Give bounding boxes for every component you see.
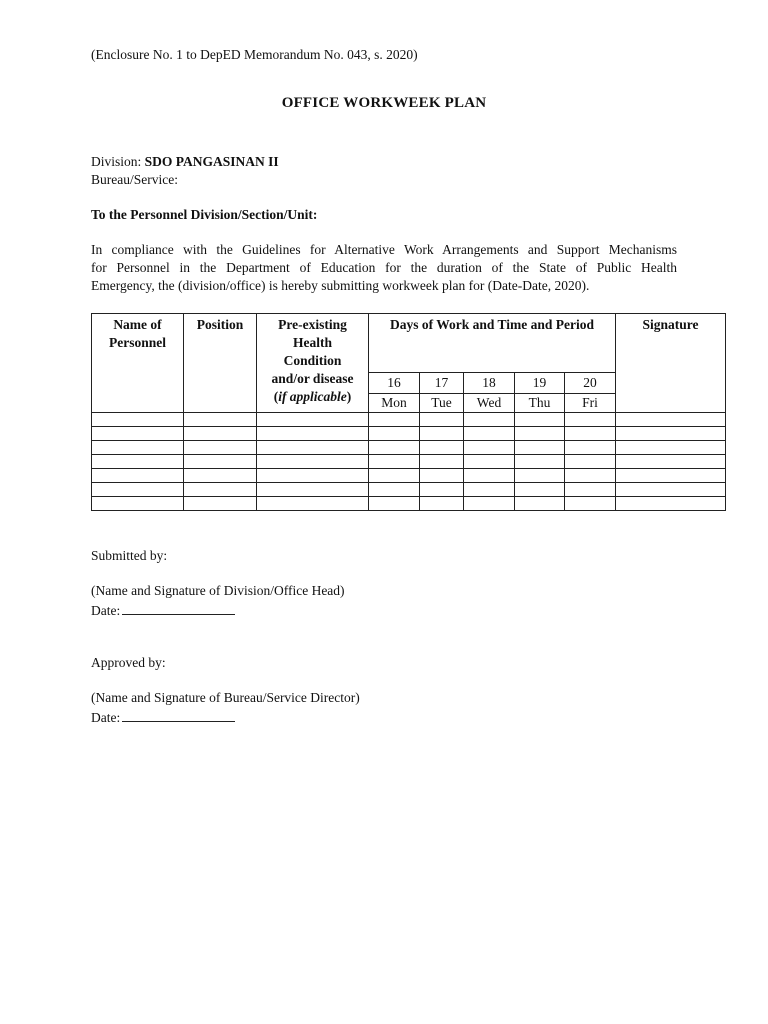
table-cell[interactable] — [565, 441, 616, 455]
table-cell[interactable] — [616, 469, 726, 483]
table-cell[interactable] — [369, 497, 420, 511]
submitted-date-blank[interactable] — [122, 601, 235, 615]
approved-date-label: Date: — [91, 710, 121, 725]
day-name-cell: Fri — [565, 394, 616, 413]
table-cell[interactable] — [257, 483, 369, 497]
table-row — [92, 441, 726, 455]
bureau-label: Bureau/Service: — [91, 172, 178, 187]
table-cell[interactable] — [420, 497, 464, 511]
header-health-note — [257, 388, 368, 406]
paragraph-line: for Personnel in the Department of Education for the duration of the State of Public Health — [91, 260, 677, 275]
table-cell[interactable] — [616, 497, 726, 511]
division-line — [91, 153, 279, 171]
paragraph-line: In compliance with the Guidelines for Alternative Work Arrangements and Support Mechanisms — [91, 242, 677, 257]
header-health-line: Pre-existing — [278, 317, 347, 332]
day-name-cell: Tue — [420, 394, 464, 413]
table-cell[interactable] — [464, 427, 515, 441]
table-cell[interactable] — [92, 497, 184, 511]
table-cell[interactable] — [616, 441, 726, 455]
table-cell[interactable] — [616, 455, 726, 469]
table-cell[interactable] — [92, 469, 184, 483]
approved-by-label: Approved by: — [91, 655, 166, 670]
header-signature: Signature — [616, 314, 726, 413]
table-cell[interactable] — [464, 441, 515, 455]
table-cell[interactable] — [257, 413, 369, 427]
day-name-cell: Wed — [464, 394, 515, 413]
table-cell[interactable] — [616, 413, 726, 427]
day-number-cell: 18 — [464, 373, 515, 394]
table-cell[interactable] — [420, 469, 464, 483]
approved-by-name: (Name and Signature of Bureau/Service Director) — [91, 690, 360, 705]
page-title: OFFICE WORKWEEK PLAN — [281, 95, 487, 111]
table-cell[interactable] — [420, 455, 464, 469]
table-cell[interactable] — [515, 483, 565, 497]
table-cell[interactable] — [257, 441, 369, 455]
header-health-line: Condition — [283, 353, 342, 368]
approved-date-line — [91, 708, 235, 727]
recipient-line: To the Personnel Division/Section/Unit: — [91, 207, 318, 222]
day-name-cell: Thu — [515, 394, 565, 413]
day-number-cell: 19 — [515, 373, 565, 394]
table-cell[interactable] — [515, 427, 565, 441]
header-name-line: Personnel — [109, 335, 166, 350]
table-cell[interactable] — [565, 427, 616, 441]
table-row — [92, 427, 726, 441]
day-number-cell: 16 — [369, 373, 420, 394]
header-days-of-work: Days of Work and Time and Period — [369, 314, 616, 373]
table-cell[interactable] — [515, 497, 565, 511]
table-cell[interactable] — [464, 497, 515, 511]
table-cell[interactable] — [515, 441, 565, 455]
table-cell[interactable] — [420, 427, 464, 441]
header-name-of-personnel — [92, 314, 184, 413]
table-cell[interactable] — [184, 455, 257, 469]
header-name-line: Name of — [113, 317, 162, 332]
table-cell[interactable] — [369, 441, 420, 455]
header-position: Position — [184, 314, 257, 413]
header-health-line: and/or disease — [271, 371, 354, 386]
table-cell[interactable] — [565, 483, 616, 497]
day-name-cell: Mon — [369, 394, 420, 413]
header-health-condition — [257, 314, 369, 413]
table-cell[interactable] — [184, 483, 257, 497]
table-cell[interactable] — [464, 455, 515, 469]
submitted-by-name: (Name and Signature of Division/Office Head) — [91, 583, 345, 598]
table-cell[interactable] — [369, 455, 420, 469]
table-cell[interactable] — [420, 441, 464, 455]
paren-close: ) — [346, 389, 352, 404]
table-cell[interactable] — [92, 455, 184, 469]
table-cell[interactable] — [257, 455, 369, 469]
table-cell[interactable] — [565, 469, 616, 483]
table-cell[interactable] — [464, 413, 515, 427]
submitted-by-label: Submitted by: — [91, 548, 168, 563]
table-cell[interactable] — [184, 441, 257, 455]
table-cell[interactable] — [616, 483, 726, 497]
table-cell[interactable] — [92, 413, 184, 427]
table-cell[interactable] — [616, 427, 726, 441]
division-value: SDO PANGASINAN II — [144, 154, 279, 169]
table-cell[interactable] — [464, 483, 515, 497]
table-cell[interactable] — [257, 469, 369, 483]
table-cell[interactable] — [184, 469, 257, 483]
enclosure-note: (Enclosure No. 1 to DepED Memorandum No. 043, s. 2020) — [91, 47, 418, 62]
table-row — [92, 455, 726, 469]
table-row — [92, 497, 726, 511]
table-row — [92, 413, 726, 427]
paren-open: ( — [273, 389, 279, 404]
table-cell[interactable] — [565, 413, 616, 427]
paragraph-line: Emergency, the (division/office) is hereby submitting workweek plan for (Date-Date, 2020). — [91, 278, 590, 293]
table-cell[interactable] — [565, 497, 616, 511]
table-cell[interactable] — [515, 455, 565, 469]
table-cell[interactable] — [257, 427, 369, 441]
table-cell[interactable] — [565, 455, 616, 469]
header-health-line: Health — [293, 335, 332, 350]
day-number-cell: 20 — [565, 373, 616, 394]
approved-date-blank[interactable] — [122, 708, 235, 722]
table-cell[interactable] — [369, 413, 420, 427]
if-applicable-note: if applicable — [278, 389, 347, 404]
table-cell[interactable] — [369, 483, 420, 497]
compliance-paragraph — [91, 241, 677, 295]
table-cell[interactable] — [420, 483, 464, 497]
table-cell[interactable] — [92, 483, 184, 497]
table-cell[interactable] — [184, 413, 257, 427]
table-cell[interactable] — [369, 469, 420, 483]
table-cell[interactable] — [92, 441, 184, 455]
table-cell[interactable] — [515, 469, 565, 483]
table-cell[interactable] — [184, 427, 257, 441]
table-cell[interactable] — [464, 469, 515, 483]
submitted-date-line — [91, 601, 235, 620]
table-cell[interactable] — [257, 497, 369, 511]
table-cell[interactable] — [92, 427, 184, 441]
table-body — [92, 413, 726, 511]
table-row — [92, 483, 726, 497]
workweek-table — [91, 313, 726, 511]
division-label: Division: — [91, 154, 142, 169]
table-cell[interactable] — [515, 413, 565, 427]
submitted-date-label: Date: — [91, 603, 121, 618]
table-cell[interactable] — [420, 413, 464, 427]
day-number-cell: 17 — [420, 373, 464, 394]
table-cell[interactable] — [369, 427, 420, 441]
table-cell[interactable] — [184, 497, 257, 511]
table-row — [92, 469, 726, 483]
